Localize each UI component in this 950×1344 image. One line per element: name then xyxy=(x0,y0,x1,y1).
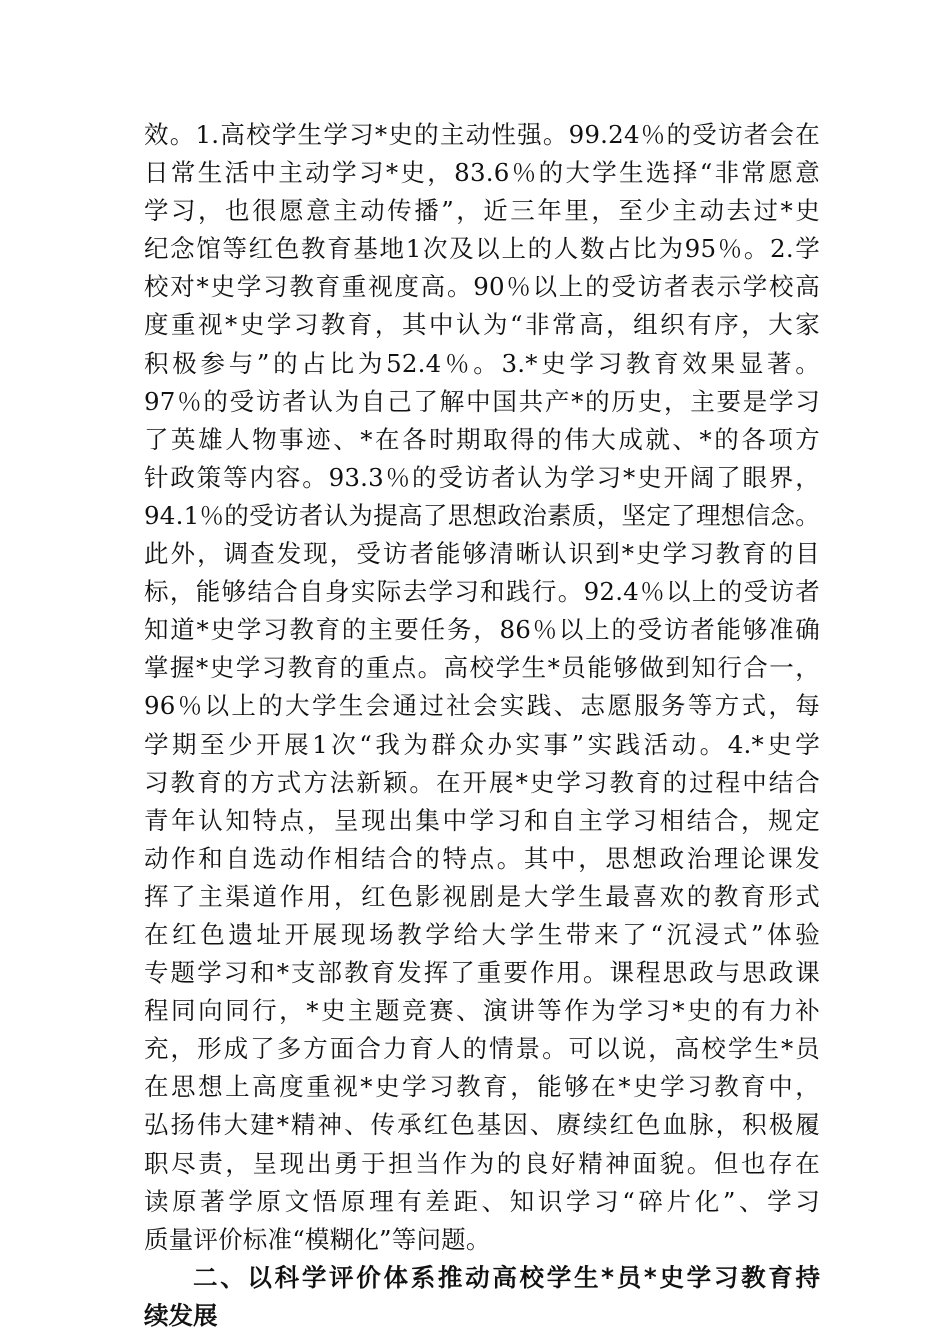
paragraph-line: 充，形成了多方面合力育人的情景。可以说，高校学生*员 xyxy=(144,1034,820,1064)
paragraph-line: 94.1％的受访者认为提高了思想政治素质，坚定了理想信念。 xyxy=(144,500,820,530)
paragraph-line: 积极参与”的占比为52.4％。3.*史学习教育效果显著。 xyxy=(144,348,820,378)
paragraph-line: 动作和自选动作相结合的特点。其中，思想政治理论课发 xyxy=(144,843,820,873)
paragraph-line: 在思想上高度重视*史学习教育，能够在*史学习教育中， xyxy=(144,1072,820,1102)
paragraph-line: 度重视*史学习教育，其中认为“非常高，组织有序，大家 xyxy=(144,310,820,340)
paragraph-line: 96％以上的大学生会通过社会实践、志愿服务等方式，每 xyxy=(144,691,820,721)
paragraph-line: 学习，也很愿意主动传播”，近三年里，至少主动去过*史 xyxy=(144,196,820,226)
section-heading-line: 二、以科学评价体系推动高校学生*员*史学习教育持 xyxy=(193,1262,820,1292)
paragraph-line: 纪念馆等红色教育基地1次及以上的人数占比为95％。2.学 xyxy=(144,234,820,264)
paragraph-line: 程同向同行，*史主题竞赛、演讲等作为学习*史的有力补 xyxy=(144,996,820,1026)
paragraph-line: 习教育的方式方法新颖。在开展*史学习教育的过程中结合 xyxy=(144,767,820,797)
paragraph-line: 在红色遗址开展现场教学给大学生带来了“沉浸式”体验 xyxy=(144,919,820,949)
paragraph-line: 学期至少开展1次“我为群众办实事”实践活动。4.*史学 xyxy=(144,729,820,759)
paragraph-line: 日常生活中主动学习*史，83.6％的大学生选择“非常愿意 xyxy=(144,158,820,188)
section-heading xyxy=(144,1259,820,1335)
paragraph-line: 效。1.高校学生学习*史的主动性强。99.24％的受访者会在 xyxy=(144,120,820,149)
paragraph-line: 专题学习和*支部教育发挥了重要作用。课程思政与思政课 xyxy=(144,958,820,988)
body-paragraph xyxy=(144,116,820,1259)
paragraph-line: 标，能够结合自身实际去学习和践行。92.4％以上的受访者 xyxy=(144,577,820,607)
paragraph-line: 97％的受访者认为自己了解中国共产*的历史，主要是学习 xyxy=(144,386,820,416)
document-body xyxy=(144,116,820,1335)
paragraph-line: 了英雄人物事迹、*在各时期取得的伟大成就、*的各项方 xyxy=(144,424,820,454)
paragraph-line: 校对*史学习教育重视度高。90％以上的受访者表示学校高 xyxy=(144,272,820,302)
paragraph-line: 针政策等内容。93.3％的受访者认为学习*史开阔了眼界， xyxy=(144,462,820,492)
section-heading-line: 续发展 xyxy=(144,1300,218,1330)
paragraph-line: 青年认知特点，呈现出集中学习和自主学习相结合，规定 xyxy=(144,805,820,835)
paragraph-line: 挥了主渠道作用，红色影视剧是大学生最喜欢的教育形式 xyxy=(144,881,820,911)
paragraph-line: 质量评价标准“模糊化”等问题。 xyxy=(144,1224,491,1254)
paragraph-line: 弘扬伟大建*精神、传承红色基因、赓续红色血脉，积极履 xyxy=(144,1110,820,1140)
paragraph-line: 职尽责，呈现出勇于担当作为的良好精神面貌。但也存在 xyxy=(144,1148,820,1178)
paragraph-line: 知道*史学习教育的主要任务，86％以上的受访者能够准确 xyxy=(144,615,820,645)
paragraph-line: 读原著学原文悟原理有差距、知识学习“碎片化”、学习 xyxy=(144,1186,820,1216)
paragraph-line: 掌握*史学习教育的重点。高校学生*员能够做到知行合一， xyxy=(144,653,820,683)
paragraph-line: 此外，调查发现，受访者能够清晰认识到*史学习教育的目 xyxy=(144,539,820,569)
